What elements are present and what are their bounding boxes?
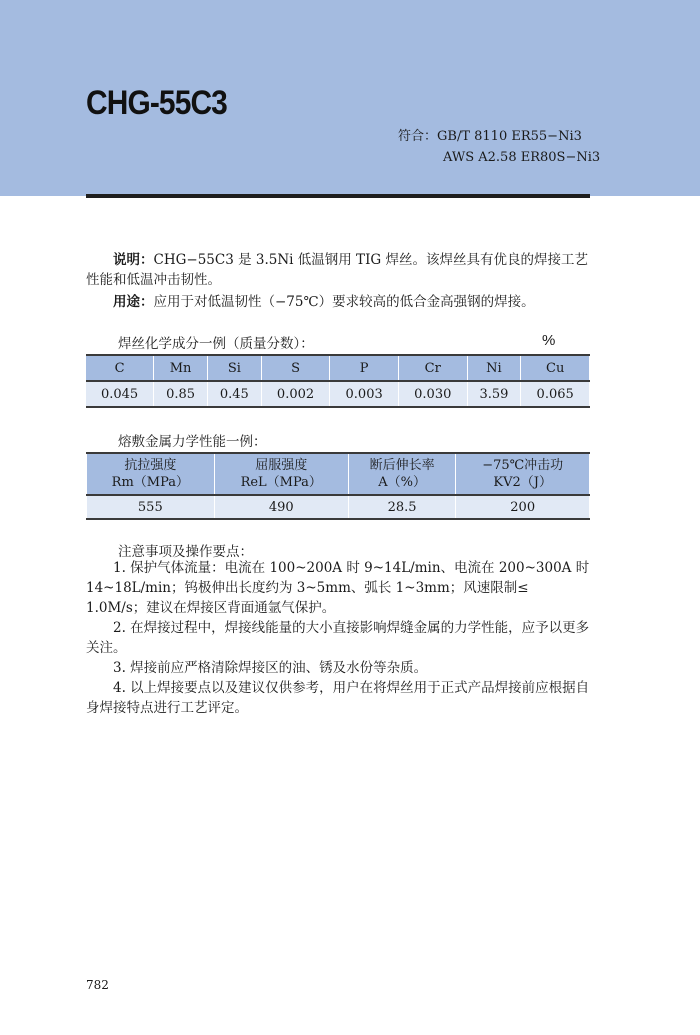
standard-label: 符合： (398, 129, 438, 144)
chem-value-si: 0.45 (207, 381, 261, 407)
chem-value-ni: 3.59 (467, 381, 521, 407)
note-item: 4. 以上焊接要点以及建议仅供参考，用户在将焊丝用于正式产品焊接前应根据自身焊接特点进行工艺评定。 (86, 680, 590, 716)
chem-header-mn: Mn (154, 355, 208, 381)
mech-header-yield-name: 屈服强度 (255, 458, 308, 473)
chem-header-c: C (86, 355, 154, 381)
note-item: 3. 焊接前应严格清除焊接区的油、锈及水份等杂质。 (113, 660, 428, 676)
standard-gb: GB/T 8110 ER55−Ni3 (437, 129, 582, 144)
chem-value-s: 0.002 (261, 381, 330, 407)
mech-value-tensile: 555 (87, 495, 215, 519)
chem-value-p: 0.003 (330, 381, 399, 407)
usage-label: 用途： (113, 294, 154, 310)
mech-header-yield-unit: ReL（MPa） (240, 475, 322, 490)
mech-header-impact-unit: KV2（J） (493, 475, 552, 490)
description-text: CHG−55C3 是 3.5Ni 低温钢用 TIG 焊丝。该焊丝具有优良的焊接工艺性能和低温冲击韧性。 (86, 252, 588, 288)
mechanical-table (86, 452, 590, 520)
mech-header-tensile-name: 抗拉强度 (124, 458, 177, 473)
usage-text: 应用于对低温韧性（−75℃）要求较高的低合金高强钢的焊接。 (153, 294, 535, 310)
note-item: 2. 在焊接过程中，焊接线能量的大小直接影响焊缝金属的力学性能，应予以更多关注。 (86, 620, 590, 656)
product-title: CHG-55C3 (86, 84, 227, 122)
note-item: 1. 保护气体流量：电流在 100~200A 时 9~14L/min、电流在 200~300A 时 14~18L/min；钨极伸出长度约为 3~5mm、弧长 1~3mm；风速限制≤ 1.0M/s；建议在焊接区背面通氩气保护。 (86, 560, 590, 616)
mech-header-elongation-name: 断后伸长率 (369, 458, 435, 473)
mechanical-header-row (87, 453, 590, 495)
chem-value-mn: 0.85 (154, 381, 208, 407)
chem-header-cu: Cu (521, 355, 590, 381)
chemical-table (86, 354, 590, 408)
chem-value-cu: 0.065 (521, 381, 590, 407)
mech-header-elongation-unit: A（%） (378, 475, 426, 490)
chemical-unit: % (542, 332, 556, 349)
chem-value-cr: 0.030 (398, 381, 467, 407)
description (86, 250, 592, 290)
mech-header-tensile-unit: Rm（MPa） (111, 475, 189, 490)
mech-header-impact (456, 453, 590, 495)
chem-header-si: Si (207, 355, 261, 381)
description-label: 说明： (113, 252, 154, 268)
standard-aws: AWS A2.58 ER80S−Ni3 (443, 150, 601, 165)
mech-header-elongation (348, 453, 456, 495)
notes-list (86, 558, 592, 718)
chemical-header-row (86, 355, 590, 381)
mech-value-elongation: 28.5 (348, 495, 456, 519)
chem-header-cr: Cr (398, 355, 467, 381)
mechanical-title: 熔敷金属力学性能一例： (118, 434, 267, 450)
chem-header-ni: Ni (467, 355, 521, 381)
chemical-value-row (86, 381, 590, 407)
page-number: 782 (86, 978, 109, 992)
notes-title: 注意事项及操作要点： (118, 544, 253, 560)
mechanical-value-row (87, 495, 590, 519)
mech-header-impact-name: −75℃冲击功 (482, 458, 564, 473)
chemical-title: 焊丝化学成分一例（质量分数）： (118, 336, 314, 352)
mech-value-impact: 200 (456, 495, 590, 519)
header-rule (86, 194, 590, 198)
chem-header-s: S (261, 355, 330, 381)
mech-value-yield: 490 (214, 495, 348, 519)
chem-value-c: 0.045 (86, 381, 154, 407)
mech-header-tensile (87, 453, 215, 495)
usage (86, 292, 592, 312)
mech-header-yield (214, 453, 348, 495)
chem-header-p: P (330, 355, 399, 381)
standard-block (398, 126, 600, 168)
